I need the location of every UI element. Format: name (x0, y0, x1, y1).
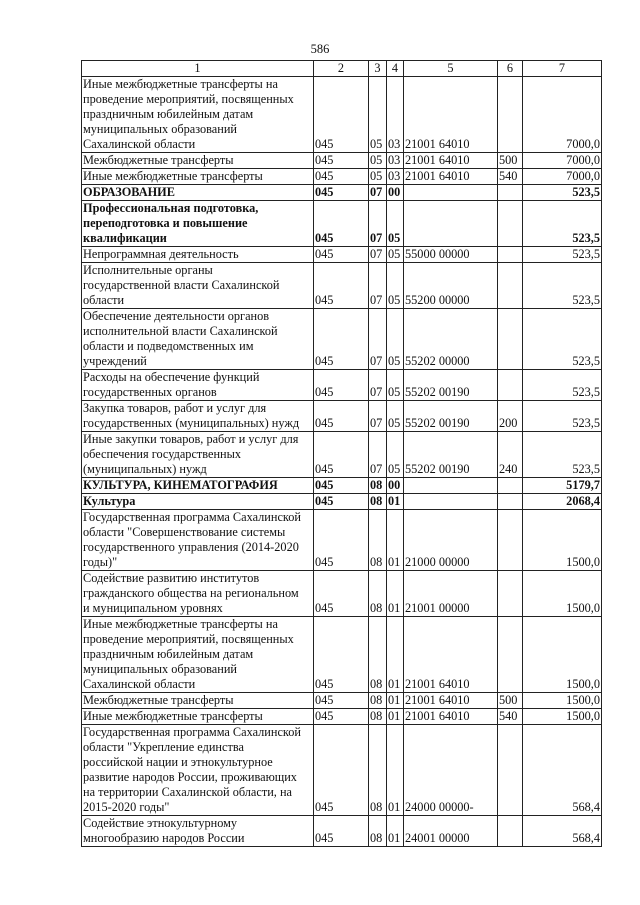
table-row (82, 401, 602, 432)
table-row (82, 432, 602, 478)
amount-cell: 523,5 (523, 370, 602, 401)
section-cell: 07 (369, 185, 387, 201)
section-cell: 08 (369, 478, 387, 494)
target-article-cell: 21000 00000 (404, 510, 498, 571)
expense-type-cell: 540 (498, 169, 523, 185)
column-header: 7 (523, 61, 602, 77)
ministry-code-cell: 045 (314, 693, 369, 709)
table-row (82, 169, 602, 185)
section-cell: 07 (369, 201, 387, 247)
ministry-code-cell: 045 (314, 494, 369, 510)
row-name-cell: Непрограммная деятельность (82, 247, 314, 263)
table-row (82, 693, 602, 709)
table-row (82, 510, 602, 571)
row-name-cell: Государственная программа Сахалинской области "Укрепление единства российской нации и этнокультурное развитие народов России, проживающих на территории Сахалинской области, на 2015-2020 годы" (82, 725, 314, 816)
target-article-cell: 55202 00190 (404, 401, 498, 432)
section-cell: 07 (369, 370, 387, 401)
target-article-cell: 21001 64010 (404, 709, 498, 725)
amount-cell: 523,5 (523, 201, 602, 247)
amount-cell: 7000,0 (523, 153, 602, 169)
column-header: 4 (387, 61, 404, 77)
ministry-code-cell: 045 (314, 309, 369, 370)
target-article-cell: 55202 00190 (404, 432, 498, 478)
row-name-cell: Расходы на обеспечение функций государственных органов (82, 370, 314, 401)
amount-cell: 1500,0 (523, 709, 602, 725)
subsection-cell: 05 (387, 432, 404, 478)
ministry-code-cell: 045 (314, 153, 369, 169)
section-cell: 07 (369, 432, 387, 478)
table-row (82, 494, 602, 510)
row-name-cell: Иные межбюджетные трансферты (82, 709, 314, 725)
amount-cell: 523,5 (523, 185, 602, 201)
section-cell: 08 (369, 494, 387, 510)
ministry-code-cell: 045 (314, 401, 369, 432)
subsection-cell: 03 (387, 77, 404, 153)
budget-table (81, 60, 602, 847)
row-name-cell: КУЛЬТУРА, КИНЕМАТОГРАФИЯ (82, 478, 314, 494)
amount-cell: 2068,4 (523, 494, 602, 510)
ministry-code-cell: 045 (314, 571, 369, 617)
ministry-code-cell: 045 (314, 432, 369, 478)
expense-type-cell: 200 (498, 401, 523, 432)
amount-cell: 523,5 (523, 309, 602, 370)
amount-cell: 523,5 (523, 401, 602, 432)
table-row (82, 185, 602, 201)
row-name-cell: Иные закупки товаров, работ и услуг для обеспечения государственных (муниципальных) нужд (82, 432, 314, 478)
subsection-cell: 03 (387, 153, 404, 169)
section-cell: 05 (369, 77, 387, 153)
target-article-cell: 21001 64010 (404, 693, 498, 709)
target-article-cell: 21001 64010 (404, 169, 498, 185)
amount-cell: 1500,0 (523, 693, 602, 709)
ministry-code-cell: 045 (314, 816, 369, 847)
subsection-cell: 01 (387, 725, 404, 816)
section-cell: 08 (369, 510, 387, 571)
amount-cell: 7000,0 (523, 169, 602, 185)
expense-type-cell (498, 617, 523, 693)
expense-type-cell (498, 816, 523, 847)
section-cell: 08 (369, 725, 387, 816)
target-article-cell: 21001 64010 (404, 617, 498, 693)
expense-type-cell (498, 370, 523, 401)
row-name-cell: Профессиональная подготовка, переподготовка и повышение квалификации (82, 201, 314, 247)
table-row (82, 478, 602, 494)
target-article-cell: 24001 00000 (404, 816, 498, 847)
expense-type-cell (498, 571, 523, 617)
row-name-cell: Закупка товаров, работ и услуг для государственных (муниципальных) нужд (82, 401, 314, 432)
table-row (82, 263, 602, 309)
subsection-cell: 01 (387, 693, 404, 709)
expense-type-cell (498, 494, 523, 510)
amount-cell: 1500,0 (523, 617, 602, 693)
subsection-cell: 01 (387, 494, 404, 510)
amount-cell: 523,5 (523, 263, 602, 309)
ministry-code-cell: 045 (314, 263, 369, 309)
row-name-cell: Обеспечение деятельности органов исполнительной власти Сахалинской области и подведомственных им учреждений (82, 309, 314, 370)
table-row (82, 153, 602, 169)
section-cell: 07 (369, 401, 387, 432)
expense-type-cell (498, 77, 523, 153)
section-cell: 05 (369, 169, 387, 185)
row-name-cell: Культура (82, 494, 314, 510)
page-number: 586 (310, 42, 330, 56)
expense-type-cell (498, 309, 523, 370)
amount-cell: 568,4 (523, 816, 602, 847)
table-row (82, 617, 602, 693)
section-cell: 07 (369, 247, 387, 263)
column-header: 5 (404, 61, 498, 77)
table-row (82, 709, 602, 725)
table-row (82, 77, 602, 153)
amount-cell: 568,4 (523, 725, 602, 816)
row-name-cell: Иные межбюджетные трансферты на проведение мероприятий, посвященных праздничным юбилейным датам муниципальных образований Сахалинской области (82, 77, 314, 153)
section-cell: 08 (369, 617, 387, 693)
section-cell: 05 (369, 153, 387, 169)
subsection-cell: 01 (387, 816, 404, 847)
amount-cell: 523,5 (523, 247, 602, 263)
subsection-cell: 05 (387, 401, 404, 432)
column-header: 1 (82, 61, 314, 77)
subsection-cell: 01 (387, 617, 404, 693)
target-article-cell (404, 494, 498, 510)
column-header: 2 (314, 61, 369, 77)
row-name-cell: Содействие развитию институтов гражданского общества на региональном и муниципальном уровнях (82, 571, 314, 617)
ministry-code-cell: 045 (314, 77, 369, 153)
row-name-cell: Иные межбюджетные трансферты (82, 169, 314, 185)
ministry-code-cell: 045 (314, 510, 369, 571)
expense-type-cell (498, 201, 523, 247)
target-article-cell: 24000 00000- (404, 725, 498, 816)
target-article-cell: 55202 00190 (404, 370, 498, 401)
row-name-cell: ОБРАЗОВАНИЕ (82, 185, 314, 201)
table-header-row (82, 61, 602, 77)
ministry-code-cell: 045 (314, 169, 369, 185)
subsection-cell: 00 (387, 478, 404, 494)
table-row (82, 571, 602, 617)
expense-type-cell (498, 725, 523, 816)
target-article-cell (404, 478, 498, 494)
expense-type-cell (498, 510, 523, 571)
table-row (82, 309, 602, 370)
target-article-cell (404, 185, 498, 201)
ministry-code-cell: 045 (314, 617, 369, 693)
ministry-code-cell: 045 (314, 201, 369, 247)
table-row (82, 201, 602, 247)
subsection-cell: 05 (387, 309, 404, 370)
table-row (82, 247, 602, 263)
ministry-code-cell: 045 (314, 478, 369, 494)
expense-type-cell (498, 478, 523, 494)
target-article-cell: 55200 00000 (404, 263, 498, 309)
ministry-code-cell: 045 (314, 709, 369, 725)
section-cell: 08 (369, 571, 387, 617)
row-name-cell: Исполнительные органы государственной власти Сахалинской области (82, 263, 314, 309)
amount-cell: 5179,7 (523, 478, 602, 494)
subsection-cell: 05 (387, 370, 404, 401)
subsection-cell: 00 (387, 185, 404, 201)
amount-cell: 1500,0 (523, 510, 602, 571)
ministry-code-cell: 045 (314, 247, 369, 263)
ministry-code-cell: 045 (314, 185, 369, 201)
amount-cell: 523,5 (523, 432, 602, 478)
subsection-cell: 05 (387, 263, 404, 309)
target-article-cell (404, 201, 498, 247)
section-cell: 08 (369, 816, 387, 847)
table-row (82, 725, 602, 816)
expense-type-cell: 500 (498, 693, 523, 709)
expense-type-cell (498, 247, 523, 263)
table-row (82, 816, 602, 847)
column-header: 3 (369, 61, 387, 77)
target-article-cell: 21001 64010 (404, 77, 498, 153)
target-article-cell: 21001 00000 (404, 571, 498, 617)
row-name-cell: Межбюджетные трансферты (82, 693, 314, 709)
expense-type-cell: 240 (498, 432, 523, 478)
section-cell: 08 (369, 693, 387, 709)
section-cell: 07 (369, 309, 387, 370)
expense-type-cell (498, 185, 523, 201)
row-name-cell: Межбюджетные трансферты (82, 153, 314, 169)
ministry-code-cell: 045 (314, 370, 369, 401)
subsection-cell: 05 (387, 201, 404, 247)
subsection-cell: 05 (387, 247, 404, 263)
section-cell: 08 (369, 709, 387, 725)
amount-cell: 7000,0 (523, 77, 602, 153)
section-cell: 07 (369, 263, 387, 309)
subsection-cell: 01 (387, 571, 404, 617)
expense-type-cell: 500 (498, 153, 523, 169)
amount-cell: 1500,0 (523, 571, 602, 617)
expense-type-cell: 540 (498, 709, 523, 725)
row-name-cell: Государственная программа Сахалинской области "Совершенствование системы государственного управления (2014-2020 годы)" (82, 510, 314, 571)
table-row (82, 370, 602, 401)
subsection-cell: 01 (387, 709, 404, 725)
row-name-cell: Иные межбюджетные трансферты на проведение мероприятий, посвященных праздничным юбилейным датам муниципальных образований Сахалинской области (82, 617, 314, 693)
expense-type-cell (498, 263, 523, 309)
row-name-cell: Содействие этнокультурному многообразию народов России (82, 816, 314, 847)
target-article-cell: 21001 64010 (404, 153, 498, 169)
column-header: 6 (498, 61, 523, 77)
ministry-code-cell: 045 (314, 725, 369, 816)
subsection-cell: 01 (387, 510, 404, 571)
subsection-cell: 03 (387, 169, 404, 185)
target-article-cell: 55202 00000 (404, 309, 498, 370)
target-article-cell: 55000 00000 (404, 247, 498, 263)
